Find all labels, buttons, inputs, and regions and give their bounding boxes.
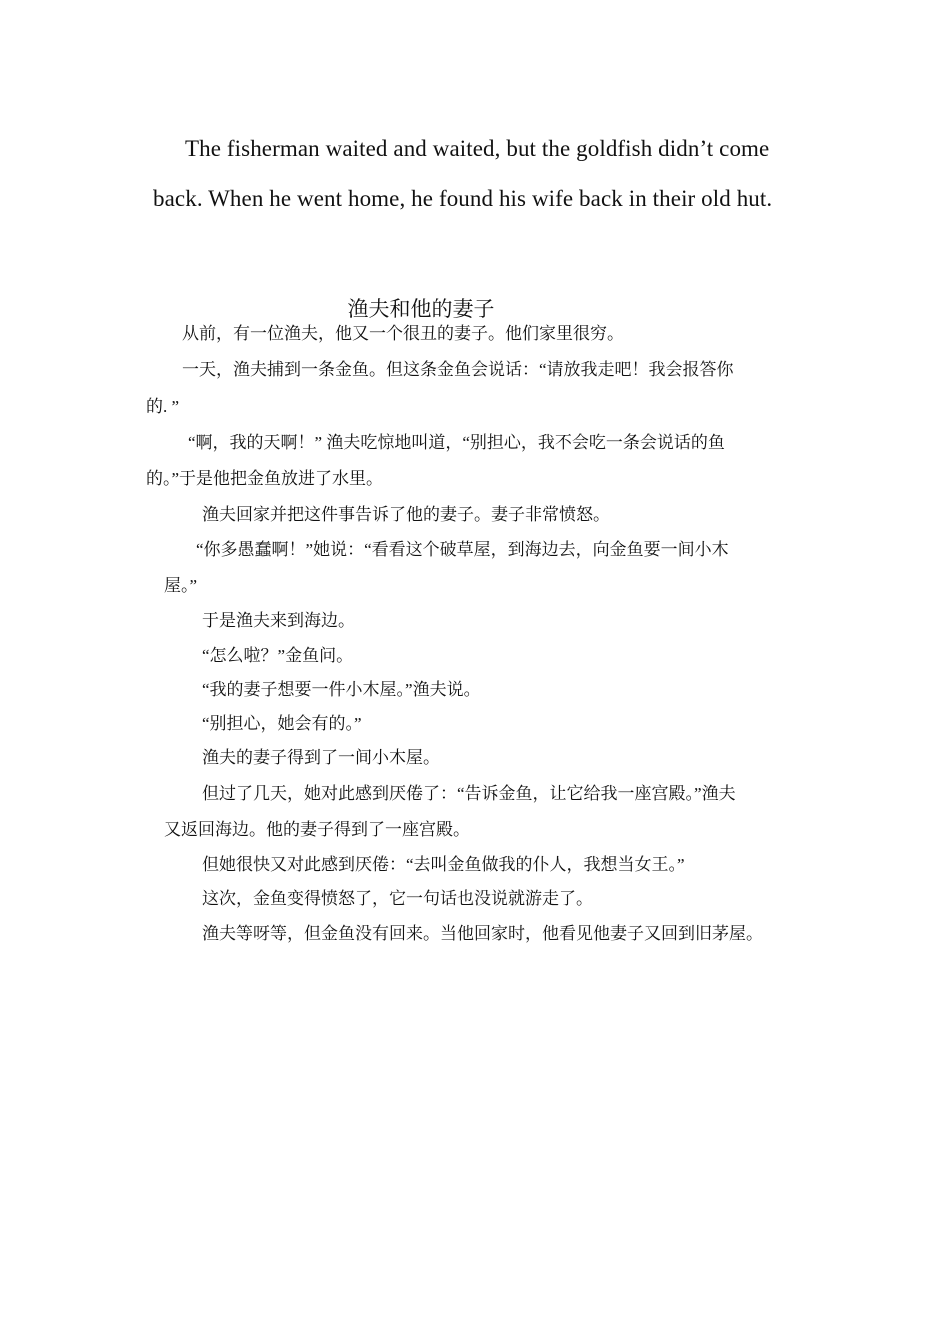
story-line-18: 渔夫等呀等，但金鱼没有回来。当他回家时，他看见他妻子又回到旧茅屋。 xyxy=(202,924,763,943)
story-line-13: 渔夫的妻子得到了一间小木屋。 xyxy=(202,748,440,767)
story-line-10: “怎么啦？”金鱼问。 xyxy=(202,646,354,665)
story-line-8: 屋。” xyxy=(164,576,198,595)
story-line-15: 又返回海边。他的妻子得到了一座宫殿。 xyxy=(164,820,470,839)
story-line-7: “你多愚蠢啊！”她说：“看看这个破草屋，到海边去，向金鱼要一间小木 xyxy=(196,540,729,559)
story-title: 渔夫和他的妻子 xyxy=(347,297,495,321)
story-line-6: 渔夫回家并把这件事告诉了他的妻子。妻子非常愤怒。 xyxy=(202,505,610,524)
story-line-12: “别担心，她会有的。” xyxy=(202,714,362,733)
story-line-3: 的. ” xyxy=(146,397,180,416)
story-line-16: 但她很快又对此感到厌倦：“去叫金鱼做我的仆人，我想当女王。” xyxy=(202,855,685,874)
story-line-9: 于是渔夫来到海边。 xyxy=(202,611,355,630)
story-line-4: “啊，我的天啊！” 渔夫吃惊地叫道，“别担心，我不会吃一条会说话的鱼 xyxy=(188,433,725,452)
story-line-5: 的。”于是他把金鱼放进了水里。 xyxy=(146,469,384,488)
story-line-14: 但过了几天，她对此感到厌倦了：“告诉金鱼，让它给我一座宫殿。”渔夫 xyxy=(202,784,736,803)
english-paragraph-line-2: back. When he went home, he found his wife back in their old hut. xyxy=(153,186,773,211)
story-line-1: 从前，有一位渔夫，他又一个很丑的妻子。他们家里很穷。 xyxy=(182,324,624,343)
story-line-17: 这次，金鱼变得愤怒了，它一句话也没说就游走了。 xyxy=(202,889,593,908)
story-line-2: 一天，渔夫捕到一条金鱼。但这条金鱼会说话：“请放我走吧！我会报答你 xyxy=(182,360,734,379)
english-paragraph-line-1: The fisherman waited and waited, but the goldfish didn’t come xyxy=(185,136,770,161)
story-line-11: “我的妻子想要一件小木屋。”渔夫说。 xyxy=(202,680,481,699)
